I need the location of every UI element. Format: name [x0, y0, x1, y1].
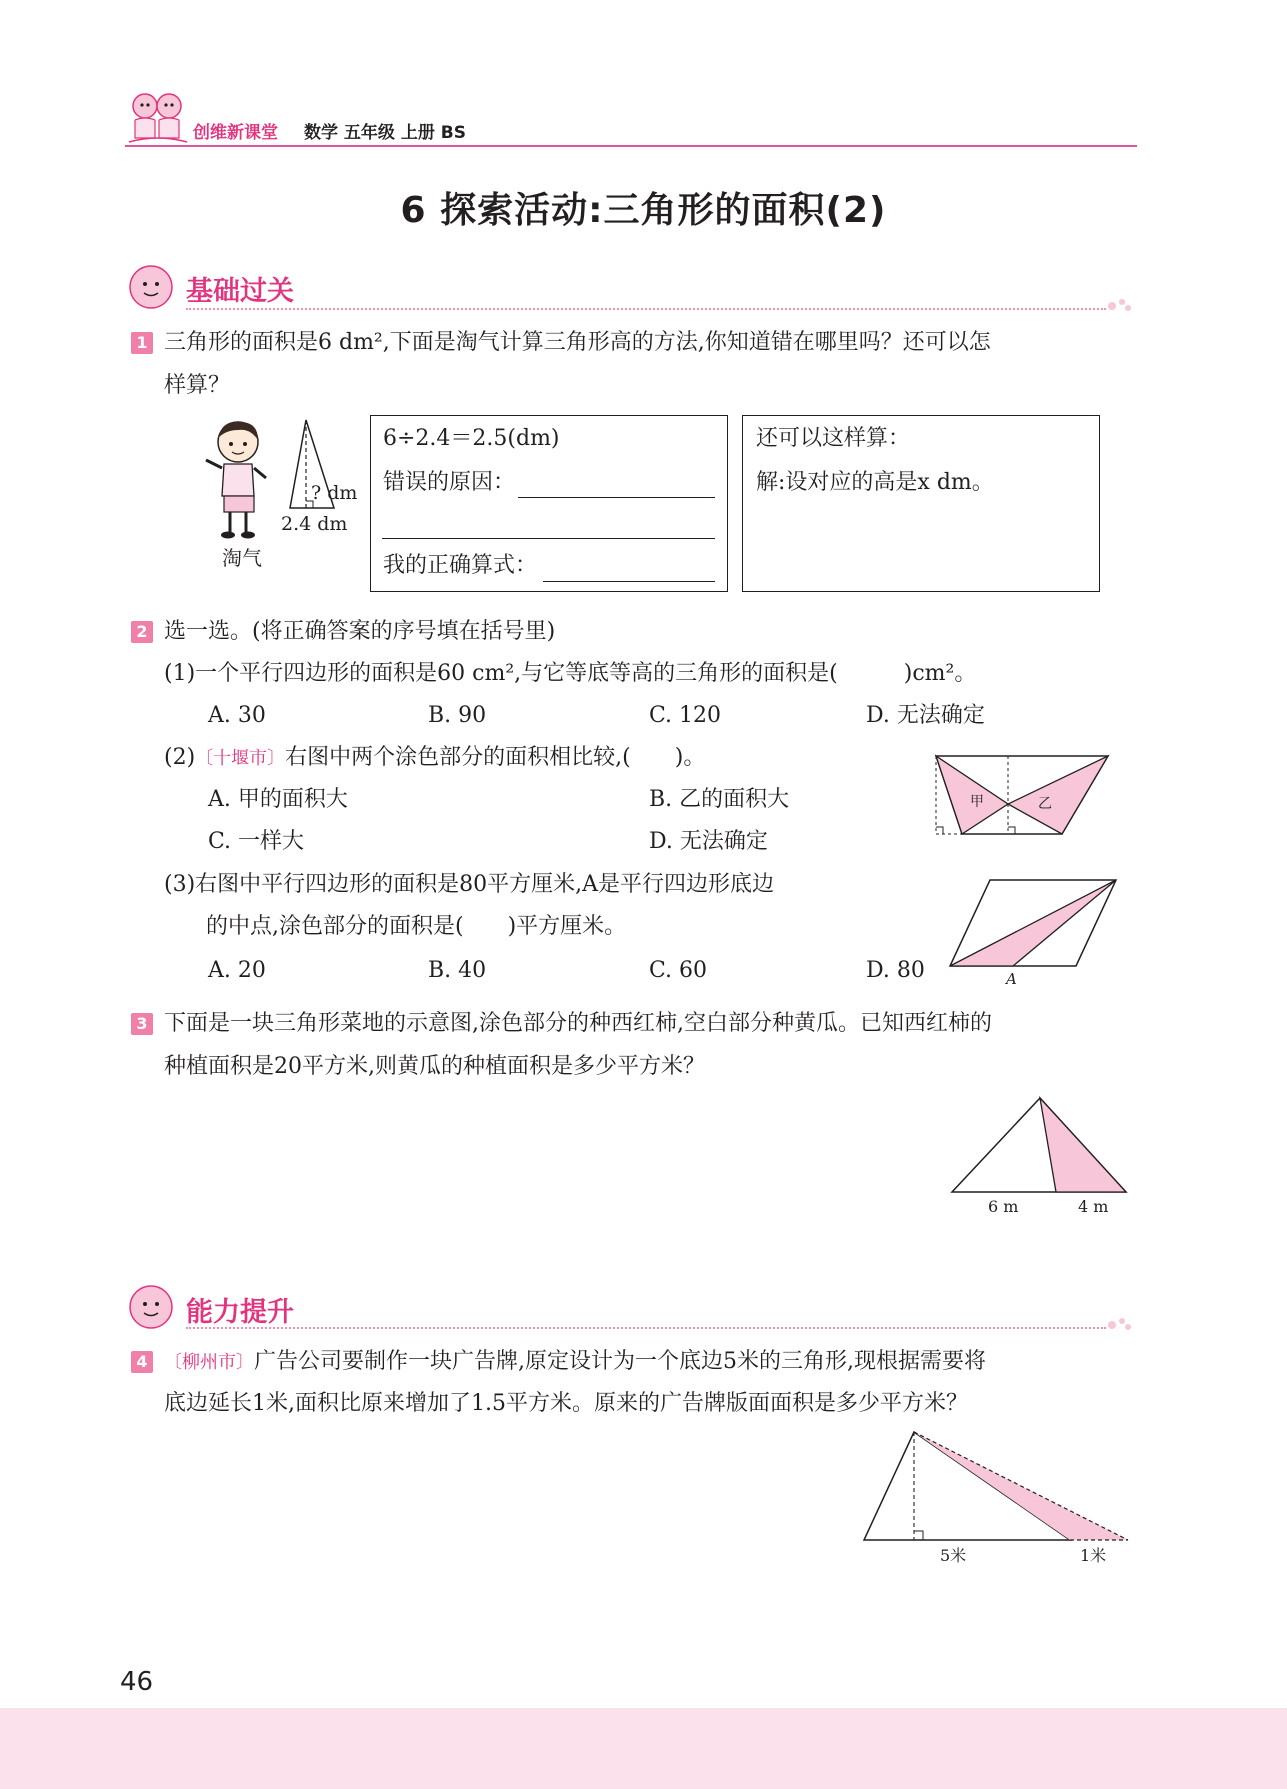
dots-ornament: [1104, 294, 1134, 314]
q2-p2-option-b[interactable]: B. 乙的面积大: [649, 787, 790, 812]
brand-name: 创维新课堂: [193, 123, 278, 143]
q2-p1-text: (1)一个平行四边形的面积是60 cm²,与它等底等高的三角形的面积是( )cm²。: [164, 661, 977, 686]
q2-p3-line2: 的中点,涂色部分的面积是( )平方厘米。: [206, 914, 627, 939]
q2-p3-parallelogram-figure: [940, 876, 1120, 990]
q4-triangle-figure: [860, 1430, 1132, 1570]
q2-p3-option-c[interactable]: C. 60: [649, 958, 708, 983]
child-taoqi-figure: [200, 414, 280, 544]
q2-p2-label-jia: 甲: [970, 794, 984, 810]
q2-p1-option-c[interactable]: C. 120: [649, 703, 722, 728]
mascot-logo: [125, 86, 191, 146]
q2-p2-option-a[interactable]: A. 甲的面积大: [208, 787, 348, 812]
q2-p3-option-a[interactable]: A. 20: [208, 958, 266, 983]
q3-label-6m: 6 m: [988, 1197, 1019, 1216]
section-basics-icon: [128, 264, 174, 310]
q2-p3-option-d[interactable]: D. 80: [866, 958, 925, 983]
q2-text: 选一选。(将正确答案的序号填在括号里): [164, 619, 556, 644]
q1-wrong-calc: 6÷2.4＝2.5(dm): [383, 426, 560, 451]
section-advanced-divider: [186, 1327, 1106, 1329]
q2-p2-option-d[interactable]: D. 无法确定: [649, 829, 768, 854]
q1-reason-blank-2[interactable]: [382, 538, 715, 539]
q2-p1-option-a[interactable]: A. 30: [208, 703, 266, 728]
q3-label-4m: 4 m: [1078, 1197, 1109, 1216]
q2-p2-text: 右图中两个涂色部分的面积相比较,( )。: [285, 745, 706, 770]
dots-ornament-2: [1104, 1313, 1134, 1333]
q4-source-tag: 〔柳州市〕: [164, 1352, 254, 1373]
q1-correct-label: 我的正确算式：: [383, 553, 538, 578]
q1-height-label: ? dm: [311, 482, 358, 504]
q1-text-line2: 样算？: [164, 373, 231, 398]
q2-p1-option-b[interactable]: B. 90: [428, 703, 487, 728]
question-number-1: 1: [131, 332, 153, 354]
page-number: 46: [120, 1667, 154, 1697]
q1-text-line1: 三角形的面积是6 dm²,下面是淘气计算三角形高的方法,你知道错在哪里吗？还可以怎: [164, 330, 991, 355]
q2-p3-option-b[interactable]: B. 40: [428, 958, 487, 983]
q3-text-line2: 种植面积是20平方米,则黄瓜的种植面积是多少平方米？: [164, 1054, 705, 1079]
page-title: 6 探索活动:三角形的面积(2): [400, 190, 887, 231]
book-info: 数学 五年级 上册 BS: [304, 123, 466, 143]
section-basics-title: 基础过关: [186, 276, 294, 307]
q1-reason-label: 错误的原因：: [383, 470, 516, 495]
q2-p2-figure: [932, 752, 1112, 840]
q1-reason-blank-1[interactable]: [518, 497, 715, 498]
question-number-3: 3: [131, 1013, 153, 1035]
header-divider: [125, 145, 1137, 147]
q4-text-line2: 底边延长1米,面积比原来增加了1.5平方米。原来的广告牌版面面积是多少平方米？: [164, 1391, 968, 1416]
q4-line1: [164, 1348, 986, 1377]
q4-label-5m: 5米: [940, 1546, 967, 1565]
q3-triangle-figure: [950, 1096, 1130, 1216]
q2-p2-label-yi: 乙: [1038, 796, 1052, 812]
q2-p2-prefix: (2): [164, 745, 196, 770]
q1-base-label: 2.4 dm: [281, 513, 348, 535]
q4-label-1m: 1米: [1080, 1546, 1107, 1565]
q2-p2-option-c[interactable]: C. 一样大: [208, 829, 305, 854]
question-number-2: 2: [131, 621, 153, 643]
q1-alt-line1: 还可以这样算：: [756, 426, 911, 451]
section-basics-divider: [186, 308, 1106, 310]
bottom-decorative-band: [0, 1708, 1287, 1789]
q1-correct-blank[interactable]: [543, 581, 715, 582]
q1-alt-line2: 解:设对应的高是x dm。: [756, 470, 994, 495]
q2-p2-line: [164, 744, 705, 773]
q2-p3-label-a: A: [1006, 970, 1017, 988]
section-advanced-icon: [128, 1284, 174, 1330]
child-name-label: 淘气: [222, 546, 262, 570]
q2-p3-line1: (3)右图中平行四边形的面积是80平方厘米,A是平行四边形底边: [164, 872, 775, 897]
q2-p2-source-tag: 〔十堰市〕: [195, 748, 286, 769]
q4-text-line1: 广告公司要制作一块广告牌,原定设计为一个底边5米的三角形,现根据需要将: [254, 1349, 986, 1374]
question-number-4: 4: [131, 1351, 153, 1373]
section-advanced-title: 能力提升: [186, 1297, 294, 1328]
q2-p1-option-d[interactable]: D. 无法确定: [866, 703, 985, 728]
q3-text-line1: 下面是一块三角形菜地的示意图,涂色部分的种西红柿,空白部分种黄瓜。已知西红柿的: [164, 1011, 992, 1036]
